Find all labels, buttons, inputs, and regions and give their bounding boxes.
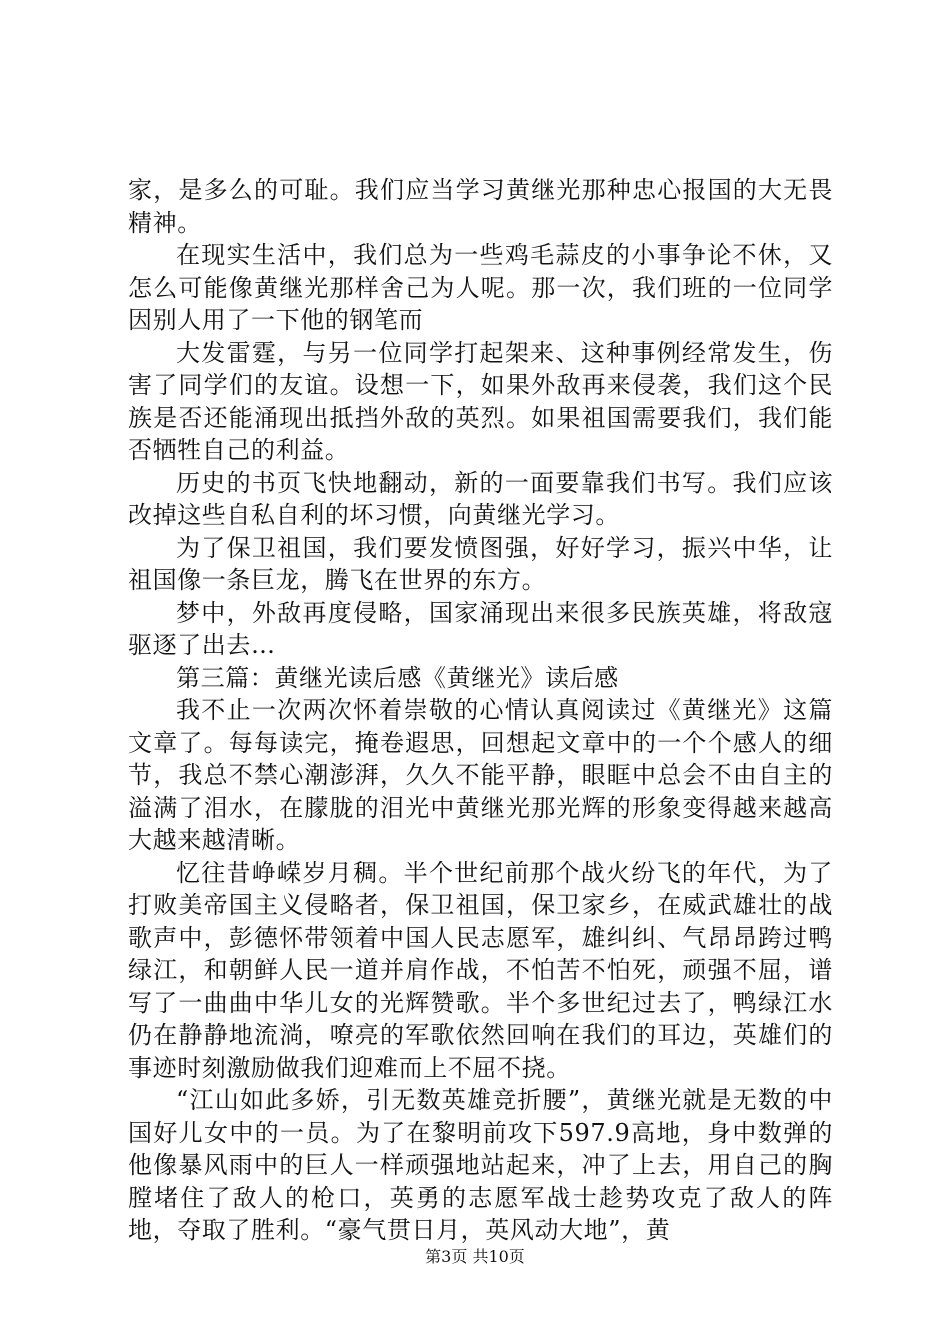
paragraph-7: 我不止一次两次怀着崇敬的心情认真阅读过《黄继光》这篇文章了。每每读完，掩卷遐思，回想起文章中的一个个感人的细节，我总不禁心潮澎湃，久久不能平静，眼眶中总会不由自主的溢满了泪水，在朦胧的泪光中黄继光那光辉的形象变得越来越高大越来越清晰。: [128, 696, 833, 854]
paragraph-4: 历史的书页飞快地翻动，新的一面要靠我们书写。我们应该改掉这些自私自利的坏习惯，向黄继光学习。: [128, 468, 833, 529]
paragraph-8: 忆往昔峥嵘岁月稠。半个世纪前那个战火纷飞的年代，为了打败美帝国主义侵略者，保卫祖国，保卫家乡，在威武雄壮的战歌声中，彭德怀带领着中国人民志愿军，雄纠纠、气昂昂跨过鸭绿江，和朝鲜人民一道并肩作战，不怕苦不怕死，顽强不屈，谱写了一曲曲中华儿女的光辉赞歌。半个多世纪过去了，鸭绿江水仍在静静地流淌，嘹亮的军歌依然回响在我们的耳边，英雄们的事迹时刻激励做我们迎难而上不屈不挠。: [128, 858, 833, 1082]
document-body: [128, 174, 833, 1247]
paragraph-6: 梦中，外敌再度侵略，国家涌现出来很多民族英雄，将敌寇驱逐了出去…: [128, 598, 833, 659]
paragraph-2: 在现实生活中，我们总为一些鸡毛蒜皮的小事争论不休，又怎么可能像黄继光那样舍己为人呢。那一次，我们班的一位同学因别人用了一下他的钢笔而: [128, 241, 833, 334]
page-footer: 第3页 共10页: [425, 1247, 525, 1266]
paragraph-3: 大发雷霆，与另一位同学打起架来、这种事例经常发生，伤害了同学们的友谊。设想一下，如果外敌再来侵袭，我们这个民族是否还能涌现出抵挡外敌的英烈。如果祖国需要我们，我们能否牺牲自己的利益。: [128, 338, 833, 464]
paragraph-9: “江山如此多娇，引无数英雄竞折腰”，黄继光就是无数的中国好儿女中的一员。为了在黎明前攻下597.9高地，身中数弹的他像暴风雨中的巨人一样顽强地站起来，冲了上去，用自己的胸膛堵住了敌人的枪口，英勇的志愿军战士趁势攻克了敌人的阵地，夺取了胜利。“豪气贯日月，英风动大地”，黄: [128, 1086, 833, 1244]
paragraph-5: 为了保卫祖国，我们要发愤图强，好好学习，振兴中华，让祖国像一条巨龙，腾飞在世界的东方。: [128, 533, 833, 594]
paragraph-1: 家，是多么的可耻。我们应当学习黄继光那种忠心报国的大无畏精神。: [128, 176, 833, 237]
section-heading: 第三篇：黄继光读后感《黄继光》读后感: [176, 663, 619, 692]
